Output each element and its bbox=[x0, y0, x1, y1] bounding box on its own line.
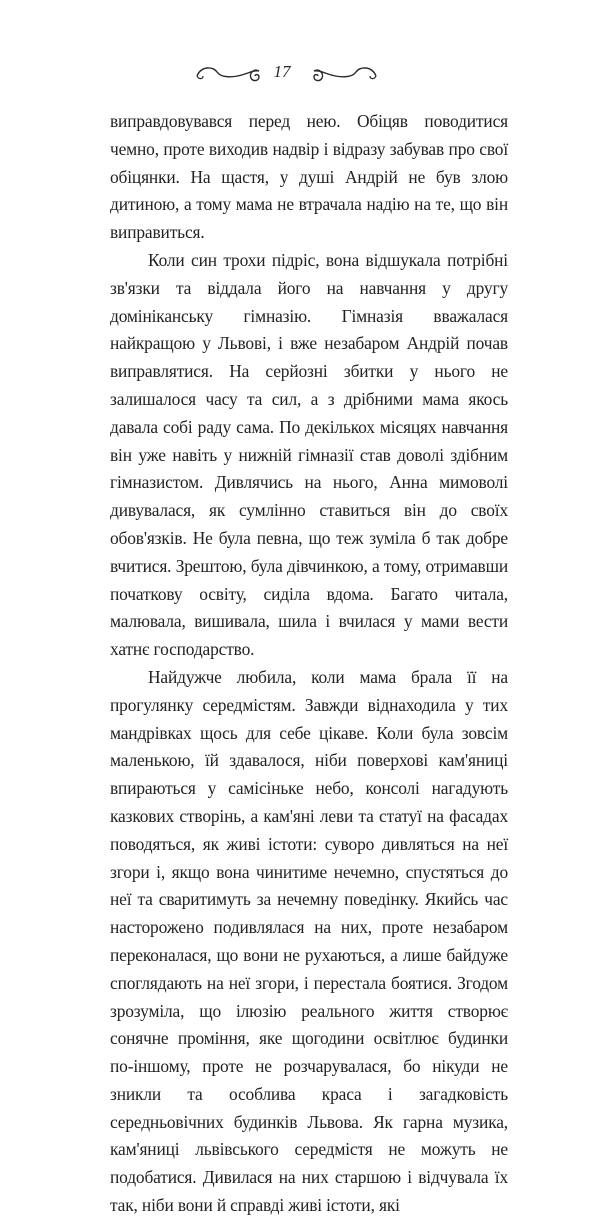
left-swirl-ornament-icon bbox=[193, 54, 263, 94]
page-header bbox=[0, 54, 600, 94]
page-number: 17 bbox=[273, 62, 291, 81]
right-swirl-ornament-icon bbox=[310, 54, 380, 94]
body-text bbox=[110, 108, 508, 1220]
paragraph: Коли син трохи підріс, вона відшукала потрібні зв'язки та віддала його на навчання у другу домініканську гімназію. Гімназія вважалася найкращою у Львові, і вже незабаром Андрій почав виправлятися. На серйозні збитки у нього не залишалося часу та сил, а з дрібними мама якось давала собі раду сама. По декількох місяцях навчання він уже навіть у нижній гімназії став доволі здібним гімназистом. Дивлячись на нього, Анна мимоволі дивувалася, як сумлінно ставиться він до своїх обов'язків. Не була певна, що теж зуміла б так добре вчитися. Зрештою, була дівчинкою, а тому, отримавши початкову освіту, сиділа вдома. Багато читала, малювала, вишивала, шила і вчилася у мами вести хатнє господарство. bbox=[110, 249, 508, 660]
paragraph-continuation: виправдовувався перед нею. Обіцяв поводитися чемно, проте виходив надвір і відразу забував про свої обіцянки. На щастя, у душі Андрій не був злою дитиною, а тому мама не втрачала надію на те, що він виправиться. bbox=[110, 111, 508, 243]
paragraph: Найдужче любила, коли мама брала її на прогулянку середмістям. Завжди віднаходила у тих мандрівках щось для себе цікаве. Коли була зовсім маленькою, їй здавалося, ніби поверхові кам'яниці впираються у самісіньке небо, консолі нагадують казкових створінь, а кам'яні леви та статуї на фасадах поводяться, як живі істоти: суворо дивляться на неї згори і, якщо вона чинитиме нечемно, спустяться до неї та сваритимуть за нечемну поведінку. Якийсь час насторожено подивлялася на них, проте незабаром переконалася, що вони не рухаються, а лише байдуже споглядають на неї згори, і перестала боятися. Згодом зрозуміла, що ілюзію реального життя створює сонячне проміння, яке щогодини освітлює будинки по-іншому, проте не розчарувалася, бо нікуди не зникли та особлива краса і загадковість середньовічних будинків Львова. Як гарна музика, кам'яниці львівського середмістя не можуть не подобатися. Дивилася на них старшою і відчувала їх так, ніби вони й справді живі істоти, які bbox=[110, 666, 508, 1216]
